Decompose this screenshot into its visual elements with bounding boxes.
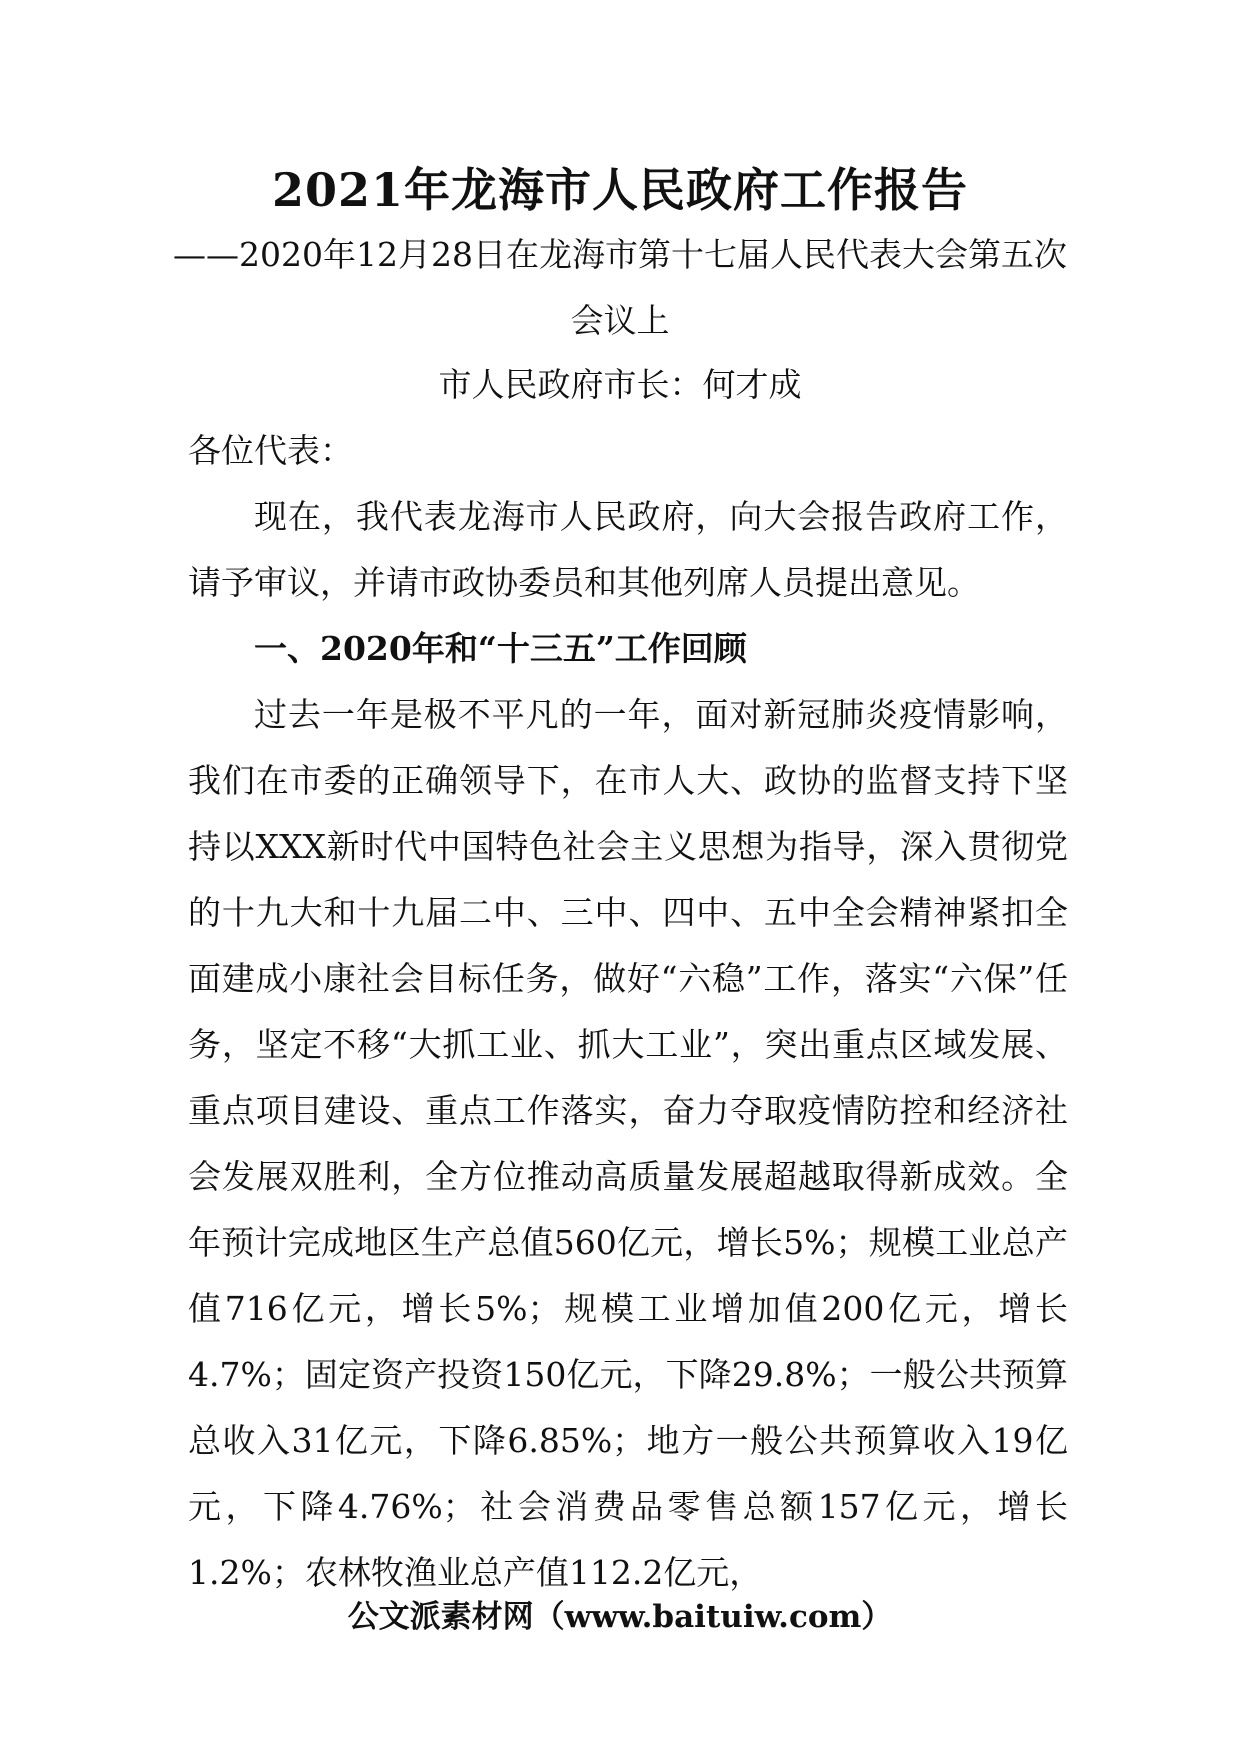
section-heading: 一、2020年和“十三五”工作回顾 — [254, 629, 747, 668]
document-body — [188, 418, 1068, 1606]
document-title: 2021年龙海市人民政府工作报告 — [271, 163, 969, 217]
document-subtitle: ——2020年12月28日在龙海市第十七届人民代表大会第五次会议上 — [173, 235, 1067, 340]
review-paragraph: 过去一年是极不平凡的一年，面对新冠肺炎疫情影响，我们在市委的正确领导下，在市人大、政协的监督支持下坚持以XXX新时代中国特色社会主义思想为指导，深入贯彻党的十九大和十九届二中、三中、四中、五中全会精神紧扣全面建成小康社会目标任务，做好“六稳”工作，落实“六保”任务，坚定不移“大抓工业、抓大工业”，突出重点区域发展、重点项目建设、重点工作落实，奋力夺取疫情防控和经济社会发展双胜利，全方位推动高质量发展超越取得新成效。全年预计完成地区生产总值560亿元，增长5%；规模工业总产值716亿元，增长5%；规模工业增加值200亿元，增长4.7%；固定资产投资150亿元，下降29.8%；一般公共预算总收入31亿元，下降6.85%；地方一般公共预算收入19亿元，下降4.76%；社会消费品零售总额157亿元，增长1.2%；农林牧渔业总产值112.2亿元， — [188, 695, 1068, 1592]
footer-watermark: 公文派素材网（www.baituiw.com） — [347, 1599, 893, 1635]
speaker-line: 市人民政府市长：何才成 — [438, 365, 802, 404]
salutation: 各位代表： — [188, 431, 353, 470]
intro-paragraph: 现在，我代表龙海市人民政府，向大会报告政府工作，请予审议，并请市政协委员和其他列席人员提出意见。 — [188, 497, 1068, 602]
